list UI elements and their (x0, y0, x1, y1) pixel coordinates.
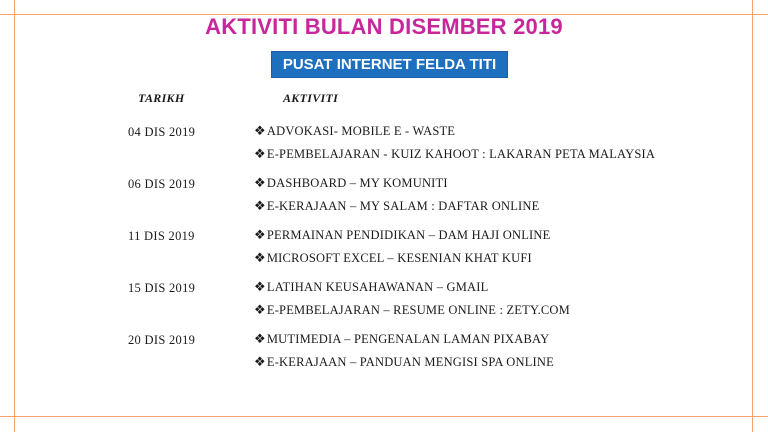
activity-text: E-KERAJAAN – MY SALAM : DAFTAR ONLINE (266, 199, 540, 213)
right-border-line (752, 0, 753, 432)
schedule-activity-item (254, 355, 554, 370)
schedule-activity-item (254, 199, 539, 214)
page-title: AKTIVITI BULAN DISEMBER 2019 (205, 14, 563, 39)
left-border-line (14, 0, 15, 432)
date-column-header: TARIKH (138, 91, 185, 105)
four-diamond-bullet-icon: ❖ (254, 124, 266, 139)
schedule-activity-item (254, 176, 448, 191)
activity-text: E-PEMBELAJARAN – RESUME ONLINE : ZETY.COM (266, 303, 570, 317)
bottom-border-line (0, 416, 768, 417)
four-diamond-bullet-icon: ❖ (254, 303, 266, 318)
activity-text: LATIHAN KEUSAHAWANAN – GMAIL (266, 280, 489, 294)
four-diamond-bullet-icon: ❖ (254, 176, 266, 191)
activity-text: ADVOKASI- MOBILE E - WASTE (266, 124, 456, 138)
activity-text: E-PEMBELAJARAN - KUIZ KAHOOT : LAKARAN PETA MALAYSIA (266, 147, 656, 161)
four-diamond-bullet-icon: ❖ (254, 332, 266, 347)
activity-column-header: AKTIVITI (283, 91, 339, 105)
four-diamond-bullet-icon: ❖ (254, 280, 266, 295)
four-diamond-bullet-icon: ❖ (254, 228, 266, 243)
four-diamond-bullet-icon: ❖ (254, 147, 266, 162)
schedule-date: 20 DIS 2019 (128, 333, 196, 347)
activity-text: E-KERAJAAN – PANDUAN MENGISI SPA ONLINE (266, 355, 554, 369)
schedule-activity-item (254, 251, 532, 266)
schedule-activity-item (254, 147, 655, 162)
schedule-date: 06 DIS 2019 (128, 177, 196, 191)
schedule-activity-item (254, 303, 570, 318)
activity-text: MICROSOFT EXCEL – KESENIAN KHAT KUFI (266, 251, 532, 265)
schedule-date: 15 DIS 2019 (128, 281, 196, 295)
activity-text: DASHBOARD – MY KOMUNITI (266, 176, 448, 190)
schedule-activity-item (254, 280, 488, 295)
schedule-date: 11 DIS 2019 (128, 229, 195, 243)
four-diamond-bullet-icon: ❖ (254, 199, 266, 214)
activity-text: PERMAINAN PENDIDIKAN – DAM HAJI ONLINE (266, 228, 551, 242)
four-diamond-bullet-icon: ❖ (254, 251, 266, 266)
schedule-activity-item (254, 124, 455, 139)
schedule-date: 04 DIS 2019 (128, 125, 196, 139)
center-name-badge: PUSAT INTERNET FELDA TITI (271, 51, 508, 78)
schedule-activity-item (254, 228, 551, 243)
activity-text: MUTIMEDIA – PENGENALAN LAMAN PIXABAY (266, 332, 550, 346)
four-diamond-bullet-icon: ❖ (254, 355, 266, 370)
schedule-activity-item (254, 332, 549, 347)
